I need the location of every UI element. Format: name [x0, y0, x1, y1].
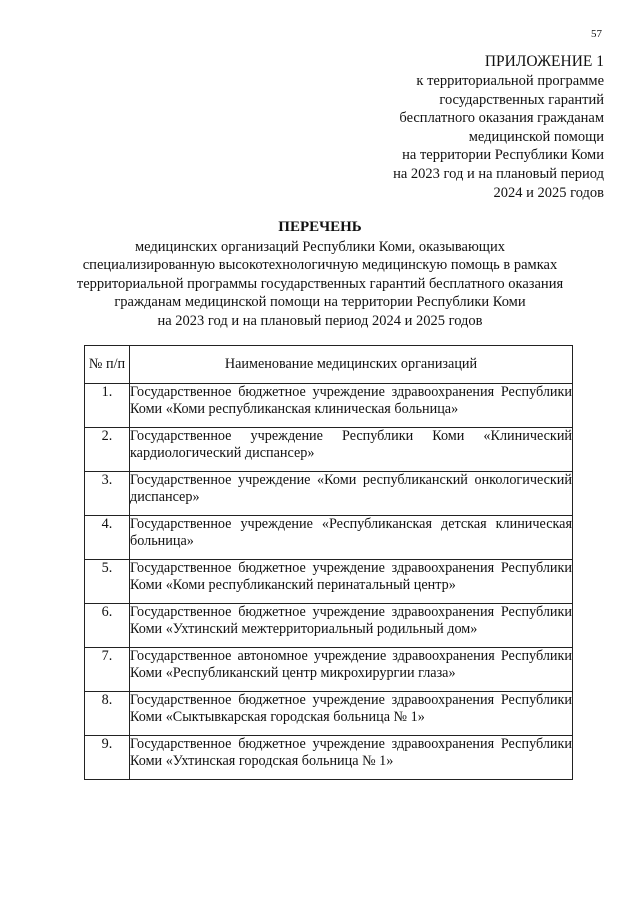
organizations-table: [84, 345, 573, 780]
table-row: [85, 604, 573, 648]
heading-line: специализированную высокотехнологичную медицинскую помощь в рамках: [82, 257, 558, 274]
row-number: 4.: [85, 516, 130, 560]
page-number: 57: [591, 28, 602, 40]
heading-line: на 2023 год и на плановый период 2024 и 2025 годов: [157, 312, 483, 329]
appendix-block: [393, 52, 604, 202]
table-row: [85, 472, 573, 516]
column-header-number: № п/п: [85, 346, 130, 384]
table-row: [85, 384, 573, 428]
row-number: 8.: [85, 692, 130, 736]
organization-name: Государственное бюджетное учреждение здравоохранения Республики Коми «Ухтинская городская больница № 1»: [130, 736, 573, 780]
organization-name: Государственное бюджетное учреждение здравоохранения Республики Коми «Коми республиканский перинатальный центр»: [130, 560, 573, 604]
organization-name: Государственное бюджетное учреждение здравоохранения Республики Коми «Сыктывкарская городская больница № 1»: [130, 692, 573, 736]
row-number: 1.: [85, 384, 130, 428]
document-title: ПЕРЕЧЕНЬ: [278, 219, 362, 235]
row-number: 7.: [85, 648, 130, 692]
appendix-line: к территориальной программе: [416, 73, 604, 89]
heading-line: медицинских организаций Республики Коми, оказывающих: [135, 238, 505, 255]
table-row: [85, 560, 573, 604]
row-number: 2.: [85, 428, 130, 472]
table-row: [85, 428, 573, 472]
row-number: 3.: [85, 472, 130, 516]
organization-name: Государственное учреждение «Республиканская детская клиническая больница»: [130, 516, 573, 560]
appendix-line: 2024 и 2025 годов: [493, 184, 604, 201]
appendix-line: бесплатного оказания гражданам: [399, 110, 604, 127]
appendix-line: на территории Республики Коми: [402, 147, 604, 164]
table-row: [85, 516, 573, 560]
organization-name: Государственное бюджетное учреждение здравоохранения Республики Коми «Ухтинский межтерриториальный родильный дом»: [130, 604, 573, 648]
table-row: [85, 648, 573, 692]
organization-name: Государственное автономное учреждение здравоохранения Республики Коми «Республиканский центр микрохирургии глаза»: [130, 648, 573, 692]
table-row: [85, 692, 573, 736]
heading-line: территориальной программы государственных гарантий бесплатного оказания: [76, 275, 564, 292]
appendix-line: медицинской помощи: [468, 128, 604, 145]
appendix-title: ПРИЛОЖЕНИЕ 1: [484, 53, 604, 70]
document-heading: [70, 218, 570, 331]
row-number: 6.: [85, 604, 130, 648]
row-number: 9.: [85, 736, 130, 780]
organization-name: Государственное бюджетное учреждение здравоохранения Республики Коми «Коми республиканская клиническая больница»: [130, 384, 573, 428]
organization-name: Государственное учреждение «Коми республиканский онкологический диспансер»: [130, 472, 573, 516]
table-row: [85, 736, 573, 780]
organization-name: Государственное учреждение Республики Коми «Клинический кардиологический диспансер»: [130, 428, 573, 472]
appendix-line: государственных гарантий: [439, 91, 604, 108]
appendix-line: на 2023 год и на плановый период: [393, 165, 604, 182]
heading-line: гражданам медицинской помощи на территории Республики Коми: [114, 294, 526, 311]
row-number: 5.: [85, 560, 130, 604]
table-header-row: [85, 346, 573, 384]
column-header-name: Наименование медицинских организаций: [130, 346, 573, 384]
